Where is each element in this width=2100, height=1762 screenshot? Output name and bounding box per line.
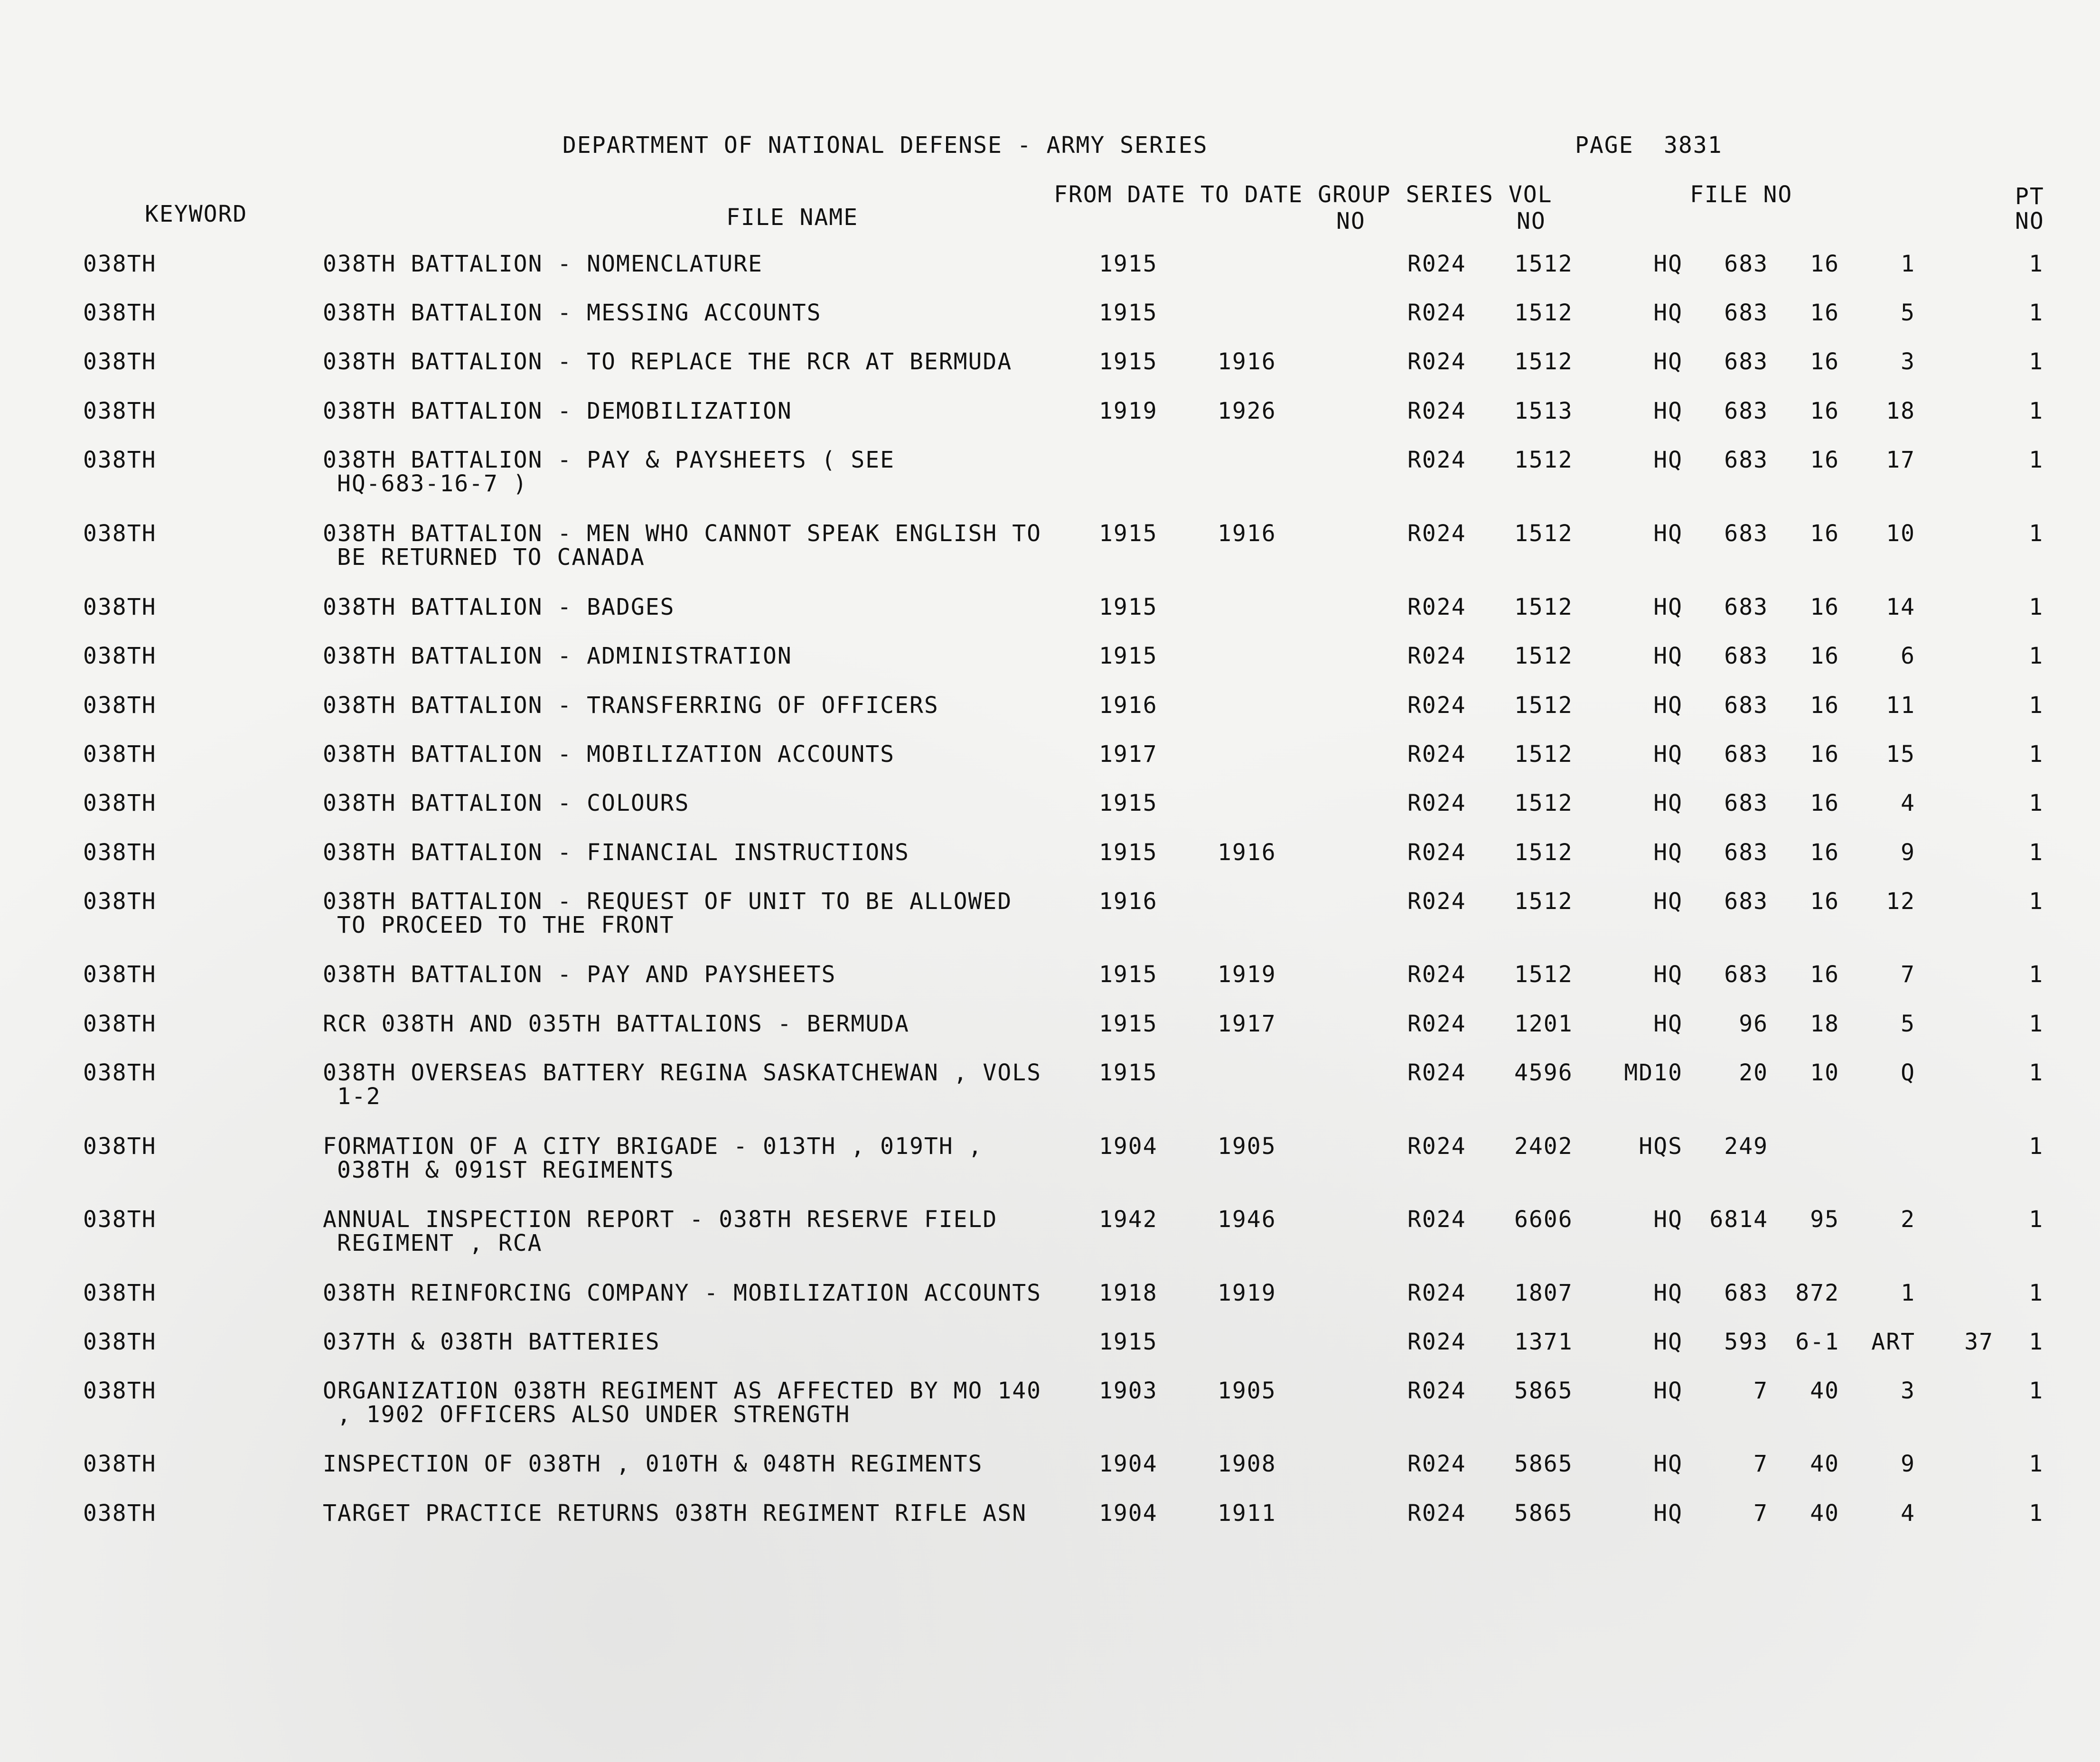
keyword-cell: 038TH	[83, 1206, 157, 1233]
pt-no-cell: 1	[2029, 1451, 2044, 1477]
file-no-part1-cell: 683	[1724, 594, 1768, 620]
file-no-part1-cell: 683	[1724, 692, 1768, 719]
from-date-cell: 1919	[1099, 398, 1158, 424]
vol-no-cell: 1512	[1514, 741, 1573, 768]
file-no-prefix-cell: HQ	[1653, 1500, 1683, 1527]
file-no-part2-cell: 16	[1810, 447, 1839, 473]
from-date-cell: 1915	[1099, 1011, 1158, 1037]
keyword-cell: 038TH	[83, 594, 157, 620]
file-no-prefix-cell: HQ	[1653, 741, 1683, 768]
file-no-part2-cell: 40	[1810, 1500, 1839, 1527]
vol-no-cell: 1512	[1514, 520, 1573, 547]
file-no-part1-cell: 683	[1724, 643, 1768, 669]
from-date-cell: 1916	[1099, 692, 1158, 719]
file-no-part3-cell: 7	[1901, 961, 1915, 988]
file-no-part3-cell: 2	[1901, 1206, 1915, 1233]
file-no-part1-cell: 7	[1753, 1451, 1768, 1477]
series-cell: R024	[1407, 961, 1466, 988]
file-no-part1-cell: 7	[1753, 1378, 1768, 1404]
keyword-cell: 038TH	[83, 741, 157, 768]
keyword-cell: 038TH	[83, 692, 157, 719]
pt-no-cell: 1	[2029, 888, 2044, 915]
col-keyword-header: KEYWORD	[145, 201, 248, 227]
file-no-part3-cell: 12	[1886, 888, 1915, 915]
vol-no-cell: 1512	[1514, 790, 1573, 816]
series-cell: R024	[1407, 839, 1466, 866]
file-no-part2-cell: 16	[1810, 398, 1839, 424]
pt-no-cell: 1	[2029, 1329, 2044, 1355]
file-no-part1-cell: 683	[1724, 520, 1768, 547]
pt-no-cell: 1	[2029, 741, 2044, 768]
vol-no-cell: 4596	[1514, 1059, 1573, 1086]
keyword-cell: 038TH	[83, 447, 157, 473]
file-no-prefix-cell: HQ	[1653, 520, 1683, 547]
from-date-cell: 1942	[1099, 1206, 1158, 1233]
file-no-part1-cell: 683	[1724, 961, 1768, 988]
keyword-cell: 038TH	[83, 520, 157, 547]
file-no-part3-cell: 14	[1886, 594, 1915, 620]
file-no-prefix-cell: HQ	[1653, 1280, 1683, 1306]
from-date-cell: 1904	[1099, 1133, 1158, 1160]
pt-no-cell: 1	[2029, 594, 2044, 620]
to-date-cell: 1916	[1218, 520, 1276, 547]
file-no-part1-cell: 249	[1724, 1133, 1768, 1160]
file-no-part1-cell: 683	[1724, 839, 1768, 866]
file-no-prefix-cell: HQ	[1653, 251, 1683, 277]
file-no-part2-cell: 16	[1810, 692, 1839, 719]
pt-no-cell: 1	[2029, 1011, 2044, 1037]
to-date-cell: 1917	[1218, 1011, 1276, 1037]
file-no-part1-cell: 96	[1739, 1011, 1768, 1037]
keyword-cell: 038TH	[83, 961, 157, 988]
file-no-part3-cell: 5	[1901, 1011, 1915, 1037]
file-name-cell: 038TH BATTALION - NOMENCLATURE	[323, 251, 763, 277]
file-no-part2-cell: 16	[1810, 741, 1839, 768]
col-pt-no-header: NO	[2015, 208, 2044, 234]
vol-no-cell: 1512	[1514, 643, 1573, 669]
file-no-part3-cell: 3	[1901, 348, 1915, 375]
file-no-part2-cell: 16	[1810, 961, 1839, 988]
file-no-part1-cell: 593	[1724, 1329, 1768, 1355]
series-cell: R024	[1407, 1280, 1466, 1306]
series-cell: R024	[1407, 1329, 1466, 1355]
file-name-continuation-cell: 038TH & 091ST REGIMENTS	[337, 1157, 675, 1183]
file-no-prefix-cell: HQ	[1653, 692, 1683, 719]
vol-no-cell: 5865	[1514, 1451, 1573, 1477]
to-date-cell: 1908	[1218, 1451, 1276, 1477]
file-no-part3-cell: Q	[1901, 1059, 1915, 1086]
file-name-cell: 038TH BATTALION - DEMOBILIZATION	[323, 398, 792, 424]
file-name-cell: 038TH BATTALION - FINANCIAL INSTRUCTIONS	[323, 839, 909, 866]
col-file-no-header: FILE NO	[1690, 181, 1793, 208]
file-no-prefix-cell: HQ	[1653, 643, 1683, 669]
file-no-part3-cell: 6	[1901, 643, 1915, 669]
col-dates-group-series-vol-header: FROM DATE TO DATE GROUP SERIES VOL	[1054, 181, 1553, 208]
keyword-cell: 038TH	[83, 251, 157, 277]
file-no-part3-cell: 18	[1886, 398, 1915, 424]
pt-no-cell: 1	[2029, 790, 2044, 816]
keyword-cell: 038TH	[83, 790, 157, 816]
vol-no-cell: 1513	[1514, 398, 1573, 424]
file-name-continuation-cell: BE RETURNED TO CANADA	[337, 544, 645, 571]
from-date-cell: 1918	[1099, 1280, 1158, 1306]
series-cell: R024	[1407, 398, 1466, 424]
series-cell: R024	[1407, 741, 1466, 768]
from-date-cell: 1904	[1099, 1451, 1158, 1477]
file-name-cell: 038TH BATTALION - REQUEST OF UNIT TO BE ALLOWED	[323, 888, 1012, 915]
file-name-cell: 038TH OVERSEAS BATTERY REGINA SASKATCHEWAN , VOLS	[323, 1059, 1042, 1086]
series-cell: R024	[1407, 594, 1466, 620]
file-no-prefix-cell: HQ	[1653, 790, 1683, 816]
keyword-cell: 038TH	[83, 643, 157, 669]
file-no-prefix-cell: MD10	[1624, 1059, 1683, 1086]
file-name-cell: 038TH BATTALION - BADGES	[323, 594, 675, 620]
series-cell: R024	[1407, 1133, 1466, 1160]
vol-no-cell: 1371	[1514, 1329, 1573, 1355]
pt-no-cell: 1	[2029, 643, 2044, 669]
file-no-part1-cell: 683	[1724, 741, 1768, 768]
pt-no-cell: 1	[2029, 1059, 2044, 1086]
pt-no-cell: 1	[2029, 961, 2044, 988]
file-name-cell: INSPECTION OF 038TH , 010TH & 048TH REGIMENTS	[323, 1451, 983, 1477]
file-no-part3-cell: 1	[1901, 1280, 1915, 1306]
pt-no-cell: 1	[2029, 1206, 2044, 1233]
file-name-continuation-cell: , 1902 OFFICERS ALSO UNDER STRENGTH	[337, 1401, 851, 1428]
file-no-prefix-cell: HQ	[1653, 398, 1683, 424]
series-cell: R024	[1407, 1059, 1466, 1086]
series-cell: R024	[1407, 1500, 1466, 1527]
file-no-part1-cell: 683	[1724, 447, 1768, 473]
keyword-cell: 038TH	[83, 300, 157, 326]
keyword-cell: 038TH	[83, 888, 157, 915]
file-no-part2-cell: 95	[1810, 1206, 1839, 1233]
file-no-part1-cell: 683	[1724, 300, 1768, 326]
series-cell: R024	[1407, 790, 1466, 816]
vol-no-cell: 1512	[1514, 594, 1573, 620]
col-group-no-header: NO	[1336, 208, 1366, 234]
file-no-part1-cell: 683	[1724, 398, 1768, 424]
to-date-cell: 1919	[1218, 961, 1276, 988]
file-no-prefix-cell: HQ	[1653, 594, 1683, 620]
file-name-cell: 038TH BATTALION - PAY AND PAYSHEETS	[323, 961, 836, 988]
file-no-part2-cell: 16	[1810, 643, 1839, 669]
file-name-cell: 038TH BATTALION - TRANSFERRING OF OFFICERS	[323, 692, 939, 719]
file-no-prefix-cell: HQ	[1653, 839, 1683, 866]
keyword-cell: 038TH	[83, 1500, 157, 1527]
file-no-part3-cell: 3	[1901, 1378, 1915, 1404]
to-date-cell: 1905	[1218, 1133, 1276, 1160]
from-date-cell: 1915	[1099, 594, 1158, 620]
vol-no-cell: 1512	[1514, 251, 1573, 277]
series-cell: R024	[1407, 643, 1466, 669]
from-date-cell: 1915	[1099, 348, 1158, 375]
file-no-part1-cell: 6814	[1709, 1206, 1768, 1233]
page-title: DEPARTMENT OF NATIONAL DEFENSE - ARMY SERIES	[562, 132, 1208, 159]
from-date-cell: 1915	[1099, 300, 1158, 326]
file-no-part3-cell: 1	[1901, 251, 1915, 277]
to-date-cell: 1926	[1218, 398, 1276, 424]
file-no-prefix-cell: HQ	[1653, 1206, 1683, 1233]
from-date-cell: 1916	[1099, 888, 1158, 915]
file-no-part4-cell: 37	[1964, 1329, 1994, 1355]
from-date-cell: 1915	[1099, 839, 1158, 866]
from-date-cell: 1915	[1099, 251, 1158, 277]
page-number: 3831	[1664, 132, 1723, 159]
page-label: PAGE	[1575, 132, 1634, 159]
pt-no-cell: 1	[2029, 692, 2044, 719]
pt-no-cell: 1	[2029, 398, 2044, 424]
pt-no-cell: 1	[2029, 1378, 2044, 1404]
file-no-part2-cell: 872	[1795, 1280, 1839, 1306]
series-cell: R024	[1407, 447, 1466, 473]
vol-no-cell: 6606	[1514, 1206, 1573, 1233]
col-file-name-header: FILE NAME	[726, 204, 859, 231]
file-no-prefix-cell: HQ	[1653, 888, 1683, 915]
file-no-prefix-cell: HQ	[1653, 1329, 1683, 1355]
series-cell: R024	[1407, 1378, 1466, 1404]
to-date-cell: 1919	[1218, 1280, 1276, 1306]
file-name-continuation-cell: TO PROCEED TO THE FRONT	[337, 912, 675, 938]
file-no-part2-cell: 6-1	[1795, 1329, 1839, 1355]
from-date-cell: 1915	[1099, 1329, 1158, 1355]
col-pt-header: PT	[2015, 183, 2044, 210]
from-date-cell: 1915	[1099, 520, 1158, 547]
keyword-cell: 038TH	[83, 1280, 157, 1306]
col-vol-no-header: NO	[1517, 208, 1546, 234]
file-no-part2-cell: 40	[1810, 1378, 1839, 1404]
file-no-part3-cell: ART	[1871, 1329, 1915, 1355]
file-no-part1-cell: 7	[1753, 1500, 1768, 1527]
series-cell: R024	[1407, 1011, 1466, 1037]
file-name-cell: FORMATION OF A CITY BRIGADE - 013TH , 019TH ,	[323, 1133, 983, 1160]
file-no-prefix-cell: HQ	[1653, 1451, 1683, 1477]
pt-no-cell: 1	[2029, 1133, 2044, 1160]
file-name-cell: 037TH & 038TH BATTERIES	[323, 1329, 660, 1355]
file-name-cell: ORGANIZATION 038TH REGIMENT AS AFFECTED BY MO 140	[323, 1378, 1042, 1404]
file-name-cell: 038TH BATTALION - PAY & PAYSHEETS ( SEE	[323, 447, 895, 473]
pt-no-cell: 1	[2029, 520, 2044, 547]
file-name-cell: 038TH BATTALION - ADMINISTRATION	[323, 643, 792, 669]
vol-no-cell: 1512	[1514, 839, 1573, 866]
file-no-part3-cell: 17	[1886, 447, 1915, 473]
file-no-part3-cell: 15	[1886, 741, 1915, 768]
file-name-cell: 038TH BATTALION - TO REPLACE THE RCR AT BERMUDA	[323, 348, 1012, 375]
keyword-cell: 038TH	[83, 1329, 157, 1355]
file-name-cell: ANNUAL INSPECTION REPORT - 038TH RESERVE FIELD	[323, 1206, 998, 1233]
series-cell: R024	[1407, 1206, 1466, 1233]
vol-no-cell: 2402	[1514, 1133, 1573, 1160]
pt-no-cell: 1	[2029, 1280, 2044, 1306]
pt-no-cell: 1	[2029, 1500, 2044, 1527]
file-no-prefix-cell: HQ	[1653, 348, 1683, 375]
file-no-prefix-cell: HQ	[1653, 1011, 1683, 1037]
keyword-cell: 038TH	[83, 398, 157, 424]
file-no-part1-cell: 683	[1724, 888, 1768, 915]
file-no-prefix-cell: HQ	[1653, 447, 1683, 473]
file-no-part2-cell: 16	[1810, 839, 1839, 866]
file-no-part2-cell: 18	[1810, 1011, 1839, 1037]
file-no-part1-cell: 683	[1724, 1280, 1768, 1306]
file-no-part3-cell: 4	[1901, 1500, 1915, 1527]
vol-no-cell: 1512	[1514, 447, 1573, 473]
file-no-prefix-cell: HQ	[1653, 1378, 1683, 1404]
file-no-part2-cell: 16	[1810, 520, 1839, 547]
from-date-cell: 1903	[1099, 1378, 1158, 1404]
keyword-cell: 038TH	[83, 1378, 157, 1404]
file-name-cell: RCR 038TH AND 035TH BATTALIONS - BERMUDA	[323, 1011, 909, 1037]
from-date-cell: 1915	[1099, 1059, 1158, 1086]
file-no-part1-cell: 683	[1724, 790, 1768, 816]
series-cell: R024	[1407, 888, 1466, 915]
keyword-cell: 038TH	[83, 839, 157, 866]
pt-no-cell: 1	[2029, 839, 2044, 866]
to-date-cell: 1911	[1218, 1500, 1276, 1527]
vol-no-cell: 1807	[1514, 1280, 1573, 1306]
pt-no-cell: 1	[2029, 251, 2044, 277]
keyword-cell: 038TH	[83, 1059, 157, 1086]
file-name-cell: 038TH BATTALION - MOBILIZATION ACCOUNTS	[323, 741, 895, 768]
vol-no-cell: 1512	[1514, 692, 1573, 719]
file-no-part1-cell: 20	[1739, 1059, 1768, 1086]
file-name-cell: 038TH REINFORCING COMPANY - MOBILIZATION ACCOUNTS	[323, 1280, 1042, 1306]
from-date-cell: 1915	[1099, 643, 1158, 669]
file-name-continuation-cell: HQ-683-16-7 )	[337, 470, 528, 497]
to-date-cell: 1905	[1218, 1378, 1276, 1404]
file-no-part1-cell: 683	[1724, 348, 1768, 375]
vol-no-cell: 5865	[1514, 1500, 1573, 1527]
vol-no-cell: 1512	[1514, 961, 1573, 988]
file-no-part2-cell: 16	[1810, 888, 1839, 915]
file-no-part3-cell: 10	[1886, 520, 1915, 547]
series-cell: R024	[1407, 1451, 1466, 1477]
keyword-cell: 038TH	[83, 348, 157, 375]
file-name-cell: TARGET PRACTICE RETURNS 038TH REGIMENT RIFLE ASN	[323, 1500, 1027, 1527]
file-no-prefix-cell: HQ	[1653, 300, 1683, 326]
file-name-cell: 038TH BATTALION - COLOURS	[323, 790, 690, 816]
file-no-part2-cell: 16	[1810, 251, 1839, 277]
file-no-part3-cell: 9	[1901, 839, 1915, 866]
file-no-part2-cell: 16	[1810, 348, 1839, 375]
vol-no-cell: 1201	[1514, 1011, 1573, 1037]
vol-no-cell: 1512	[1514, 888, 1573, 915]
file-no-part3-cell: 9	[1901, 1451, 1915, 1477]
keyword-cell: 038TH	[83, 1451, 157, 1477]
from-date-cell: 1915	[1099, 961, 1158, 988]
file-name-cell: 038TH BATTALION - MEN WHO CANNOT SPEAK ENGLISH TO	[323, 520, 1042, 547]
keyword-cell: 038TH	[83, 1133, 157, 1160]
file-no-part2-cell: 40	[1810, 1451, 1839, 1477]
series-cell: R024	[1407, 692, 1466, 719]
pt-no-cell: 1	[2029, 300, 2044, 326]
series-cell: R024	[1407, 300, 1466, 326]
vol-no-cell: 1512	[1514, 348, 1573, 375]
file-no-part1-cell: 683	[1724, 251, 1768, 277]
file-no-part3-cell: 11	[1886, 692, 1915, 719]
pt-no-cell: 1	[2029, 447, 2044, 473]
from-date-cell: 1917	[1099, 741, 1158, 768]
file-no-part2-cell: 16	[1810, 790, 1839, 816]
file-no-part3-cell: 5	[1901, 300, 1915, 326]
file-name-continuation-cell: REGIMENT , RCA	[337, 1230, 543, 1256]
file-no-prefix-cell: HQS	[1639, 1133, 1683, 1160]
to-date-cell: 1946	[1218, 1206, 1276, 1233]
vol-no-cell: 5865	[1514, 1378, 1573, 1404]
file-no-part2-cell: 10	[1810, 1059, 1839, 1086]
file-name-cell: 038TH BATTALION - MESSING ACCOUNTS	[323, 300, 822, 326]
to-date-cell: 1916	[1218, 348, 1276, 375]
file-name-continuation-cell: 1-2	[337, 1083, 381, 1110]
pt-no-cell: 1	[2029, 348, 2044, 375]
file-no-part2-cell: 16	[1810, 300, 1839, 326]
keyword-cell: 038TH	[83, 1011, 157, 1037]
series-cell: R024	[1407, 520, 1466, 547]
to-date-cell: 1916	[1218, 839, 1276, 866]
vol-no-cell: 1512	[1514, 300, 1573, 326]
series-cell: R024	[1407, 251, 1466, 277]
file-no-part2-cell: 16	[1810, 594, 1839, 620]
file-no-part3-cell: 4	[1901, 790, 1915, 816]
series-cell: R024	[1407, 348, 1466, 375]
from-date-cell: 1915	[1099, 790, 1158, 816]
file-no-prefix-cell: HQ	[1653, 961, 1683, 988]
from-date-cell: 1904	[1099, 1500, 1158, 1527]
